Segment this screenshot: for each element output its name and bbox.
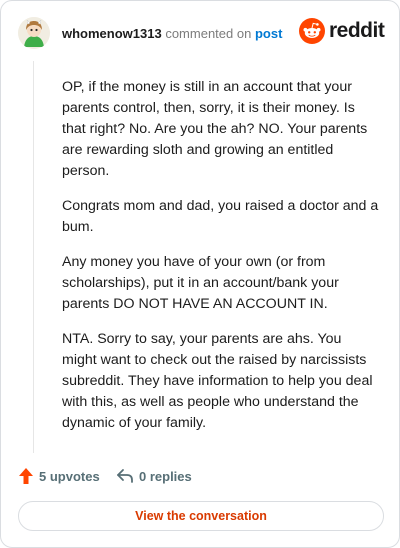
view-conversation-button[interactable]: View the conversation: [18, 501, 384, 531]
action-text: commented on: [165, 26, 252, 41]
upvote-button[interactable]: [18, 465, 100, 487]
brand-name: reddit: [329, 19, 385, 42]
comment-paragraph: OP, if the money is still in an account that your parents control, then, sorry, it is their money. Is that right? No. Are you the ah? NO. Your parents are rewarding sloth and growing an entitled person.: [62, 79, 368, 179]
replies-button[interactable]: [116, 465, 192, 487]
comment-actions: [18, 465, 378, 487]
reply-arrow-icon: [116, 468, 134, 484]
comment-paragraph: NTA. Sorry to say, your parents are ahs. You might want to check out the raised by narcissists subreddit. They have information to help you deal with this, as well as people who understand the dynamic of your family.: [62, 331, 373, 431]
replies-count: 0 replies: [139, 468, 192, 484]
upvote-arrow-icon: [18, 467, 34, 485]
reddit-snoo-icon: [299, 18, 325, 44]
post-link[interactable]: post: [254, 26, 283, 41]
username[interactable]: whomenow1313: [62, 26, 162, 41]
comment-paragraph: Any money you have of your own (or from scholarships), put it in an account/bank your parents DO NOT HAVE AN ACCOUNT IN.: [62, 254, 339, 312]
comment-header: [18, 17, 385, 53]
comment-paragraph: Congrats mom and dad, you raised a doctor and a bum.: [62, 198, 379, 235]
avatar[interactable]: [18, 17, 50, 49]
comment-body: [62, 77, 380, 448]
avatar-icon: [18, 17, 50, 49]
upvote-count: 5 upvotes: [39, 468, 100, 484]
byline: [62, 26, 282, 42]
thread-line: [33, 61, 34, 453]
reddit-logo[interactable]: [299, 18, 385, 46]
